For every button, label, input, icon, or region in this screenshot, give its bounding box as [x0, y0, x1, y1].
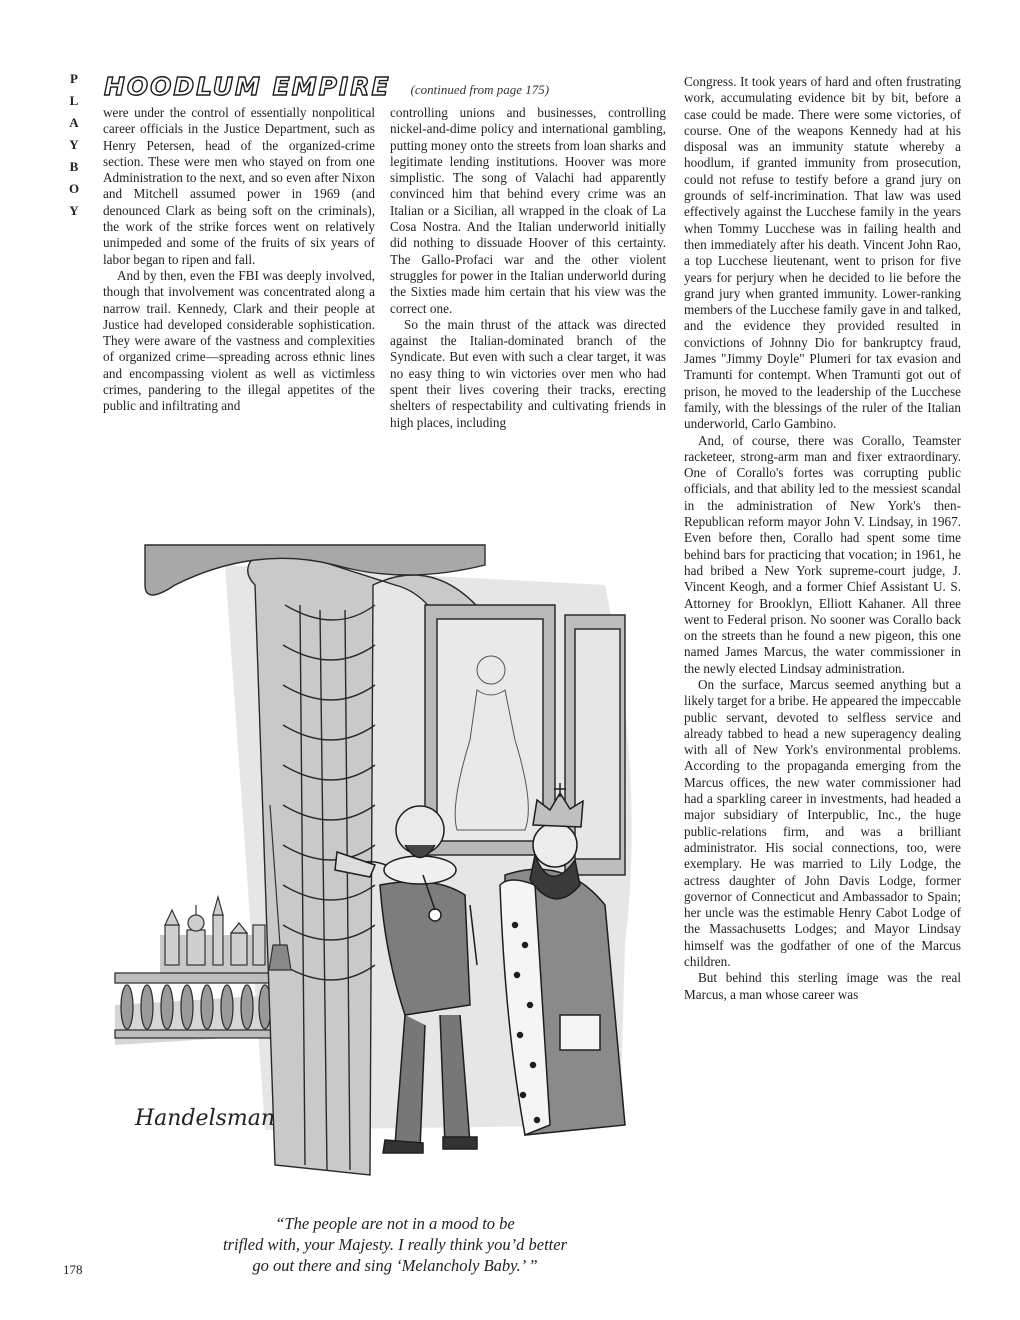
- cartoon-caption: [130, 1213, 660, 1276]
- paragraph: But behind this sterling image was the real Marcus, a man whose career was: [684, 970, 961, 1002]
- masthead-letter: A: [69, 115, 79, 130]
- cartoonist-signature: Handelsman: [135, 1106, 276, 1131]
- cartoon-illustration: [105, 525, 670, 1205]
- paragraph: were under the control of essentially nonpolitical career officials in the Justice Department, such as Henry Petersen, head of the organized-crime section. These were men who stayed on from one Administration to the next, and so even after Nixon and Mitchell assumed power in 1969 (and denounced Clark as being soft on the criminals), the work of the strike forces went on relatively unimpeded and some of the fruits of six years of labor began to ripen and fall.: [103, 105, 375, 267]
- paragraph: Congress. It took years of hard and often frustrating work, accumulating evidence bit by bit, before a case could be made. There were some victories, of course. One of the weapons Kennedy had at his disposal was an immunity statute whereby a hoodlum, if granted immunity from prosecution, could not refuse to testify before a grand jury on grounds of self-incrimination. That law was used effectively against the Lucchese family in the years when Tommy Lucchese was in failing health and then immediately after his death. Vincent John Rao, a top Lucchese lieutenant, went to prison for five years for perjury when he decided to lie before the grand jury when granted immunity. Lower-ranking members of the Lucchese family gave in and talked, and the evidence they provided resulted in convictions of Johnny Dio for bankruptcy fraud, James "Jimmy Doyle" Plumeri for tax evasion and Tramunti for contempt. When Tramunti got out of prison, he moved to the leadership of the Lucchese family, with the blessings of the ruler of the Italian underworld, Carlo Gambino.: [684, 74, 961, 432]
- masthead-letter: O: [68, 181, 80, 196]
- caption-line: go out there and sing ‘Melancholy Baby.’ ”: [252, 1256, 538, 1275]
- masthead-letter: P: [70, 71, 78, 86]
- text-column-3: [684, 74, 961, 1003]
- paragraph: So the main thrust of the attack was directed against the Italian-dominated branch of the Syndicate. But even with such a clear target, it was no easy thing to win victories over men who had spent their lives covering their tracks, erecting shelters of respectability and cultivating friends in high places, including: [390, 316, 666, 430]
- masthead-letter: L: [69, 93, 79, 108]
- masthead-letter: Y: [69, 137, 79, 152]
- paragraph: And, of course, there was Corallo, Teamster racketeer, strong-arm man and fixer extraordinary. One of Corallo's fortes was corrupting public officials, and that ability led to the messiest scandal in the administration of New York's then-Republican reform mayor John V. Lindsay, in 1967. Even before then, Corallo had spent some time behind bars for practicing that vocation; in 1961, he had bribed a New York supreme-court judge, J. Vincent Keogh, and a former Chief Assistant U. S. Attorney for Brooklyn, Elliott Kahaner. All three went to Federal prison. No sooner was Corallo back on the streets than he found a new pigeon, this one named James Marcus, the water commissioner in the newly elected Lindsay administration.: [684, 432, 961, 676]
- paragraph: controlling unions and businesses, controlling nickel-and-dime policy and international gambling, putting money onto the streets from loan sharks and legitimate lending institutions. Hoover was more simplistic. The song of Valachi had apparently convinced him that behind every crime was an Italian or a Sicilian, all wrapped in the cloak of La Cosa Nostra. And the Italian underworld initially did nothing to dissuade Hoover of this certainty. The Gallo-Profaci war and the other violent struggles for power in the Italian underworld during the Sixties made him certain that his view was the correct one.: [390, 105, 666, 316]
- article-title: HOODLUM EMPIRE: [104, 72, 391, 101]
- paragraph: And by then, even the FBI was deeply involved, though that involvement was concentrated along a narrow trail. Kennedy, Clark and their people at Justice had developed considerable sophistication. They were aware of the vastness and complexities of organized crime—spreading across ethnic lines and encompassing violent as well as victimless crimes, pandering to the illegal appetites of the public and infiltrating and: [103, 267, 375, 414]
- caption-line: “The people are not in a mood to be: [275, 1214, 515, 1233]
- text-column-1: [103, 105, 375, 415]
- playboy-masthead: [64, 70, 84, 220]
- caption-line: trifled with, your Majesty. I really think you’d better: [223, 1235, 567, 1254]
- masthead-letter: Y: [69, 203, 79, 218]
- continued-note: (continued from page 175): [410, 82, 550, 97]
- masthead-letter: B: [69, 159, 79, 174]
- portrait-frame: [425, 605, 625, 875]
- text-column-2: [390, 105, 666, 431]
- paragraph: On the surface, Marcus seemed anything but a likely target for a bribe. He appeared the impeccable public servant, devoted to selfless service and already tabbed to head a new superagency dealing with all of New York's environmental problems. According to the propaganda emerging from the Marcus offices, the new water commissioner had had a sparkling career in investments, had headed a major subsidiary of Interpublic, Inc., the huge public-relations firm, and was a brilliant administrator. His social connections, too, were exemplary. He was married to Lily Lodge, the actress daughter of John Davis Lodge, former governor of Connecticut and Ambassador to Spain; her uncle was the estimable Henry Cabot Lodge of the Massachusetts Lodges; and Mayor Lindsay himself was the godfather of one of the Marcus children.: [684, 676, 961, 970]
- page-number: 178: [63, 1262, 83, 1277]
- article-header: [104, 68, 549, 102]
